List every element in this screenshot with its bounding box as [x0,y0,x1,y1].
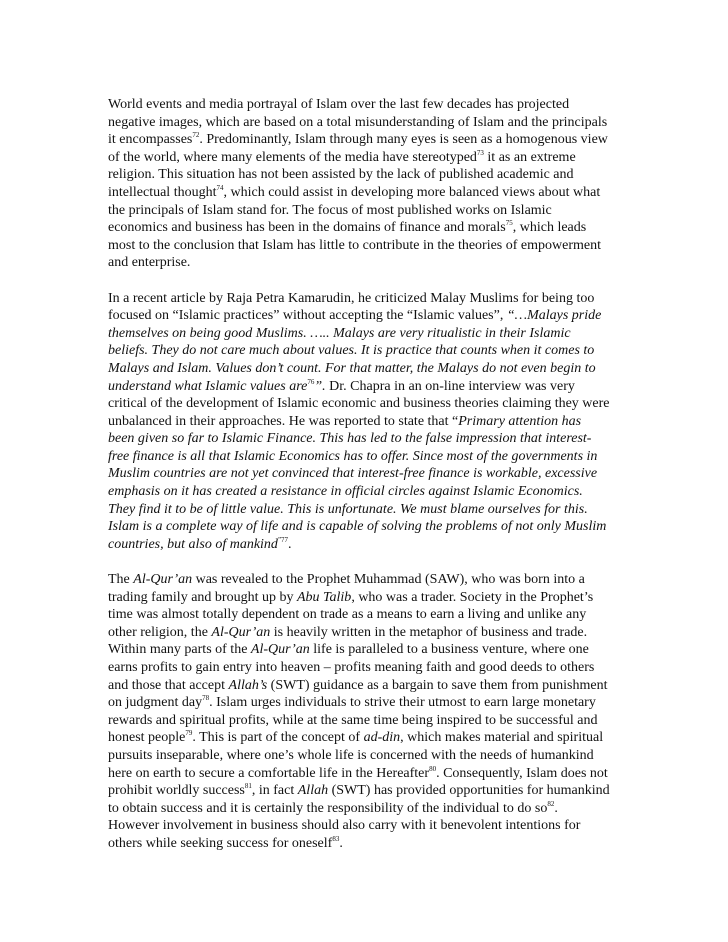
text-run: and those that accept [108,677,229,693]
footnote-ref: 75 [505,219,513,228]
text-run: the principals of Islam stand for. The focus of most published works on Islamic [108,202,552,218]
text-line [108,114,624,132]
text-line [108,782,624,800]
text-run: of the world, where many elements of the media have stereotyped [108,149,477,165]
text-run: and enterprise. [108,255,191,271]
italic-text: beliefs. They do not care much about values. It is practice that counts when it comes to [108,343,595,359]
text-line [108,518,624,536]
text-line [108,747,624,765]
text-line [108,166,624,184]
text-run: pursuits inseparable, where one’s whole life is concerned with the needs of humankind [108,747,594,763]
text-run: unbalanced in their approaches. He was reported to state that “ [108,413,459,429]
text-line [108,149,624,167]
text-run: life is paralleled to a business venture, where one [309,642,589,658]
text-line [108,571,624,589]
text-run: In a recent article by Raja Petra Kamarudin, he criticized Malay Muslims for being too [108,290,595,306]
text-run: trading family and brought up by [108,589,297,605]
text-run: (SWT) guidance as a bargain to save them from punishment [267,677,608,693]
text-line [108,237,624,255]
text-run: , which leads [512,220,587,236]
text-line [108,606,624,624]
italic-text: understand what Islamic values are [108,378,308,394]
footnote-ref: 74 [216,183,224,192]
text-run: . Consequently, Islam does not [436,765,608,781]
text-line [108,184,624,202]
text-run: most to the conclusion that Islam has little to contribute in the theories of empowerment [108,237,602,253]
footnote-ref: 73 [476,148,484,157]
text-line [108,624,624,642]
text-run: focused on “Islamic practices” without accepting the “Islamic values”, [108,308,507,324]
footnote-ref: 81 [244,782,252,791]
text-line [108,835,624,853]
text-line [108,290,624,308]
italic-text: ad-din [363,730,401,746]
text-run: others while seeking success for oneself [108,835,333,851]
text-run: to obtain success and it is certainly the responsibility of the individual to do so [108,800,548,816]
italic-text: “…Malays pride [506,308,602,324]
text-line [108,694,624,712]
text-run: it as an extreme [483,149,576,165]
text-line [108,219,624,237]
text-run: it encompasses [108,132,193,148]
italic-text: been given so far to Islamic Finance. This has led to the false impression that interest- [108,431,592,447]
text-line [108,360,624,378]
text-run: critical of the development of Islamic economic and business theories claiming they were [108,396,610,412]
italic-text: free finance is all that Islamic Economics has to offer. Since most of the governments in [108,448,598,464]
text-run: Within many parts of the [108,642,251,658]
italic-text: Abu Talib [296,589,352,605]
footnote-ref: 78 [202,694,210,703]
footnote-ref: 80 [429,764,437,773]
text-run: The [108,572,134,588]
text-line [108,430,624,448]
italic-text: Al-Qur’an [250,642,310,658]
text-line [108,378,624,396]
text-run: is heavily written in the metaphor of business and trade. [270,624,588,640]
italic-text: Allah [297,783,329,799]
text-run: religion. This situation has not been assisted by the lack of published academic and [108,167,574,183]
text-line [108,536,624,554]
text-line [108,817,624,835]
text-run: on judgment day [108,695,203,711]
text-line [108,677,624,695]
text-run: , who was a trader. Society in the Prophet’s [351,589,594,605]
footnote-ref: ”77 [277,535,289,544]
text-run: earns profits to gain entry into heaven – profits meaning faith and good deeds to others [108,660,595,675]
text-run: . Islam urges individuals to strive their utmost to earn large monetary [209,695,596,711]
text-run: here on earth to secure a comfortable life in the Hereafter [108,765,430,781]
text-run: prohibit worldly success [108,783,245,799]
italic-text: emphasis on it has created a resistance in official circles against Islamic Economics. [108,484,583,500]
text-run: . This is part of the concept of [192,730,364,746]
text-line [108,501,624,519]
text-run: (SWT) has provided opportunities for humankind [328,783,610,799]
text-line [108,659,624,677]
text-line [108,589,624,607]
text-run: honest people [108,730,186,746]
text-line [108,641,624,659]
italic-text: countries, but also of mankind [108,536,278,552]
text-line [108,465,624,483]
text-run: , which makes material and spiritual [400,730,604,746]
italic-text: Malays and Islam. Values don’t count. For that matter, the Malays do not even begin to [108,360,596,376]
italic-text: Allah’s [228,677,268,693]
text-line [108,131,624,149]
text-line [108,712,624,730]
paragraph-2 [108,290,624,554]
text-run: . [288,536,292,552]
text-run: World events and media portrayal of Islam over the last few decades has projected [108,97,570,112]
text-run: was revealed to the Prophet Muhammad (SAW), who was born into a [192,572,585,588]
footnote-ref: 79 [185,729,193,738]
footnote-ref: 76 [307,377,315,386]
text-line [108,395,624,413]
italic-text: Al-Qur’an [133,572,193,588]
text-run: time was almost totally dependent on trade as a means to earn a living and unlike any [108,607,587,623]
text-line [108,96,624,114]
text-run: . [339,835,343,851]
italic-text: themselves on being good Muslims. ….. Malays are very ritualistic in their Islamic [108,325,571,341]
text-run: economics and business has been in the domains of finance and morals [108,220,506,236]
footnote-ref: 82 [547,799,555,808]
italic-text: Primary attention has [458,413,582,429]
footnote-ref: 72 [192,131,200,140]
text-line [108,342,624,360]
text-run: , which could assist in developing more balanced views about what [223,184,601,200]
text-line [108,483,624,501]
italic-text: They find it to be of little value. This is unfortunate. We must blame ourselves for this. [108,501,588,517]
italic-text: Muslim countries are not yet convinced that interest-free finance is workable, excessive [108,466,598,482]
italic-text: ”. [314,378,326,394]
text-run: Dr. Chapra in an on-line interview was very [325,378,575,394]
text-line [108,800,624,818]
paragraph-1 [108,96,624,272]
text-line [108,729,624,747]
text-line [108,307,624,325]
text-line [108,413,624,431]
document-body [108,96,624,870]
text-line [108,765,624,783]
paragraph-3 [108,571,624,853]
italic-text: Islam is a complete way of life and is capable of solving the problems of not only Muslim [108,519,607,535]
text-run: However involvement in business should also carry with it benevolent intentions for [108,818,581,834]
text-line [108,448,624,466]
footnote-ref: 83 [332,834,340,843]
text-run: , in fact [251,783,298,799]
text-run: negative images, which are based on a total misunderstanding of Islam and the principals [108,114,608,130]
text-line [108,325,624,343]
text-run: . Predominantly, Islam through many eyes is seen as a homogenous view [199,132,608,148]
text-run: other religion, the [108,624,212,640]
text-run: rewards and spiritual profits, while at the same time being inspired to be successful and [108,712,598,728]
text-run: intellectual thought [108,184,217,200]
text-line [108,254,624,272]
italic-text: Al-Qur’an [211,624,271,640]
text-line [108,202,624,220]
text-run: . [554,800,558,816]
